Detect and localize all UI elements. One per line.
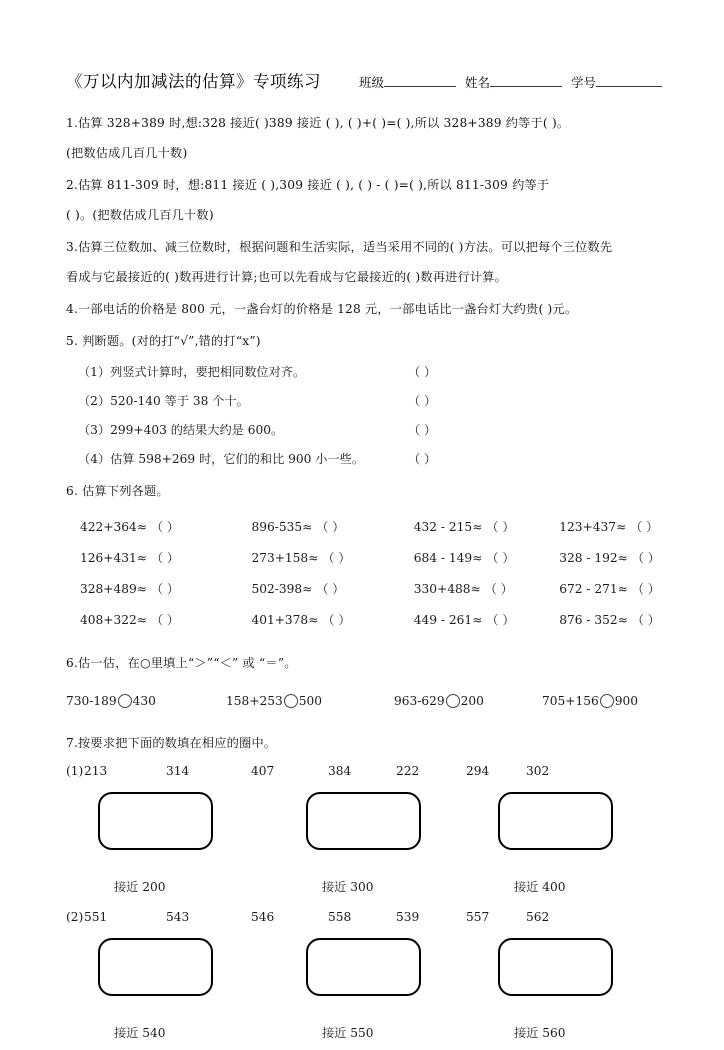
approx-icon: ≈ <box>308 613 319 627</box>
calc-item[interactable] <box>547 512 666 543</box>
calc-answer-blank[interactable]: （ ） <box>316 520 345 534</box>
question-2-line-2: ( )。(把数估成几百几十数) <box>66 208 214 222</box>
comparison-right: 900 <box>614 694 639 708</box>
list-item <box>66 358 666 387</box>
box-caption: 接近 560 <box>514 1026 566 1040</box>
question-7-heading: 7.按要求把下面的数填在相应的圈中。 <box>66 736 277 750</box>
page-title: 《万以内加减法的估算》专项练习 <box>66 72 321 91</box>
question-4 <box>66 294 666 324</box>
calc-item[interactable] <box>66 512 229 543</box>
answer-box[interactable] <box>98 938 213 996</box>
comparison-item[interactable] <box>226 686 394 716</box>
circle-blank-icon[interactable] <box>284 694 298 708</box>
approx-icon: ≈ <box>472 520 483 534</box>
judge-answer-blank[interactable]: （ ） <box>408 452 437 466</box>
field-name <box>465 73 562 91</box>
question-6 <box>66 476 666 636</box>
number-strip <box>66 910 666 932</box>
approx-icon: ≈ <box>615 520 627 534</box>
approx-icon: ≈ <box>136 582 147 596</box>
judge-statement: （4）估算 598+269 时，它们的和比 900 小一些。 <box>78 452 365 466</box>
calc-expression: 422+364 <box>80 520 137 534</box>
question-7 <box>66 728 666 1048</box>
table-row <box>66 512 666 543</box>
number-chip[interactable]: 384 <box>328 764 352 778</box>
number-chip[interactable]: 557 <box>466 910 490 924</box>
question-4-line-1: 4.一部电话的价格是 800 元，一盏台灯的价格是 128 元，一部电话比一盏台灯大约贵( )元。 <box>66 302 578 316</box>
calc-answer-blank[interactable]: （ ） <box>484 582 513 596</box>
comparison-right: 430 <box>132 694 156 708</box>
number-chip[interactable]: 222 <box>396 764 420 778</box>
calc-item[interactable] <box>394 574 547 605</box>
calc-answer-blank[interactable]: （ ） <box>150 551 180 565</box>
number-chip[interactable]: 558 <box>328 910 352 924</box>
number-chip[interactable]: 213 <box>84 764 108 778</box>
approx-icon: ≈ <box>302 582 313 596</box>
calc-expression: 449 - 261 <box>413 613 473 627</box>
answer-box[interactable] <box>306 792 421 850</box>
approx-icon: ≈ <box>617 613 628 627</box>
calc-item[interactable] <box>229 512 393 543</box>
table-row <box>66 543 666 574</box>
number-chip[interactable]: 294 <box>466 764 490 778</box>
calc-answer-blank[interactable]: （ ） <box>316 582 345 596</box>
student-info-group <box>359 73 671 91</box>
calc-expression: 328+489 <box>80 582 137 596</box>
box-caption: 接近 540 <box>114 1026 166 1040</box>
approx-icon: ≈ <box>136 520 147 534</box>
box-caption: 接近 400 <box>514 880 566 894</box>
table-row <box>66 605 666 636</box>
approx-icon: ≈ <box>472 613 483 627</box>
answer-box[interactable] <box>98 792 213 850</box>
calc-expression: 672 - 271 <box>559 582 618 596</box>
question-1 <box>66 108 666 168</box>
calc-expression: 432 - 215 <box>413 520 473 534</box>
number-chip[interactable]: 551 <box>84 910 108 924</box>
box-caption: 接近 300 <box>322 880 374 894</box>
question-2-line-1: 2.估算 811-309 时，想:811 接近 ( ),309 接近 ( ), ( ) - ( )=( ),所以 811-309 约等于 <box>66 178 550 192</box>
comparison-right: 200 <box>460 694 484 708</box>
calc-answer-blank[interactable]: （ ） <box>150 520 180 534</box>
judge-statement: （1）列竖式计算时，要把相同数位对齐。 <box>78 365 306 379</box>
calc-answer-blank[interactable]: （ ） <box>630 520 659 534</box>
number-chip[interactable]: 546 <box>251 910 275 924</box>
comparison-left: 730-189 <box>66 694 117 708</box>
calc-expression: 408+322 <box>80 613 137 627</box>
comparison-left: 963-629 <box>394 694 445 708</box>
answer-box-strip <box>66 792 666 878</box>
calc-item[interactable] <box>394 512 547 543</box>
calc-expression: 273+158 <box>251 551 309 565</box>
worksheet-content <box>66 68 666 1050</box>
question-3 <box>66 232 666 292</box>
judge-answer-blank[interactable]: （ ） <box>408 394 437 408</box>
answer-box[interactable] <box>498 938 613 996</box>
circle-blank-icon[interactable] <box>600 694 614 708</box>
number-chip[interactable]: 539 <box>396 910 420 924</box>
field-student-id-label: 学号 <box>571 75 597 90</box>
calc-expression: 126+431 <box>80 551 137 565</box>
calc-answer-blank[interactable]: （ ） <box>322 613 351 627</box>
calc-answer-blank[interactable]: （ ） <box>486 551 515 565</box>
field-class-label: 班级 <box>359 75 385 90</box>
field-class <box>359 73 456 91</box>
calc-answer-blank[interactable]: （ ） <box>150 582 180 596</box>
comparison-row <box>66 686 666 716</box>
number-chip[interactable]: 562 <box>526 910 550 924</box>
question-5 <box>66 326 666 474</box>
comparison-item[interactable] <box>542 686 662 716</box>
question-3-line-2: 看成与它最接近的( )数再进行计算;也可以先看成与它最接近的( )数再进行计算。 <box>66 270 508 284</box>
question-6b-heading: 6.估一估，在○里填上“＞”“＜” 或 “＝”。 <box>66 656 297 670</box>
calc-answer-blank[interactable]: （ ） <box>486 613 515 627</box>
caption-strip <box>66 878 666 902</box>
judge-statement: （2）520-140 等于 38 个十。 <box>78 394 249 408</box>
answer-box[interactable] <box>306 938 421 996</box>
answer-box[interactable] <box>498 792 613 850</box>
calc-expression: 401+378 <box>251 613 309 627</box>
calc-answer-blank[interactable]: （ ） <box>631 551 660 565</box>
circle-blank-icon[interactable] <box>446 694 460 708</box>
calc-answer-blank[interactable]: （ ） <box>486 520 515 534</box>
calc-item[interactable] <box>547 543 666 574</box>
calc-expression: 896-535 <box>251 520 303 534</box>
number-chip[interactable]: 407 <box>251 764 275 778</box>
question-3-line-1: 3.估算三位数加、减三位数时，根据问题和生活实际，适当采用不同的( )方法。可以把每个三位数先 <box>66 240 613 254</box>
calc-item[interactable] <box>66 605 229 636</box>
question-5-heading: 5. 判断题。(对的打“√”,错的打“x”) <box>66 334 261 348</box>
group-section-2 <box>66 910 666 1048</box>
calc-item[interactable] <box>394 605 547 636</box>
field-name-label: 姓名 <box>465 75 491 90</box>
approx-icon: ≈ <box>472 551 483 565</box>
calc-expression: 330+488 <box>413 582 471 596</box>
comparison-left: 158+253 <box>226 694 283 708</box>
question-6b <box>66 648 666 716</box>
approx-icon: ≈ <box>617 582 628 596</box>
approx-icon: ≈ <box>470 582 481 596</box>
box-caption: 接近 550 <box>322 1026 374 1040</box>
judge-statement: （3）299+403 的结果大约是 600。 <box>78 423 284 437</box>
box-caption: 接近 200 <box>114 880 166 894</box>
list-item <box>66 387 666 416</box>
calc-expression: 328 - 192 <box>559 551 618 565</box>
question-5-list <box>66 358 666 474</box>
calc-item[interactable] <box>66 574 229 605</box>
calc-item[interactable] <box>229 574 393 605</box>
worksheet-header <box>66 68 666 92</box>
group-label: (2) <box>66 910 84 924</box>
judge-answer-blank[interactable]: （ ） <box>408 423 437 437</box>
list-item <box>66 445 666 474</box>
approx-icon: ≈ <box>302 520 313 534</box>
group-label: (1) <box>66 764 84 778</box>
question-1-line-1: 1.估算 328+389 时,想:328 接近( )389 接近 ( ), ( )+( )=( ),所以 328+389 约等于( )。 <box>66 116 570 130</box>
calc-answer-blank[interactable]: （ ） <box>322 551 351 565</box>
caption-strip <box>66 1024 666 1048</box>
approx-icon: ≈ <box>136 613 147 627</box>
calc-expression: 502-398 <box>251 582 303 596</box>
field-class-input[interactable] <box>384 73 456 87</box>
question-6-heading: 6. 估算下列各题。 <box>66 484 169 498</box>
calc-item[interactable] <box>229 543 393 574</box>
calc-item[interactable] <box>394 543 547 574</box>
calc-item[interactable] <box>229 605 393 636</box>
comparison-item[interactable] <box>66 686 226 716</box>
group-section-1 <box>66 764 666 902</box>
calc-answer-blank[interactable]: （ ） <box>150 613 180 627</box>
approx-icon: ≈ <box>617 551 628 565</box>
number-chip[interactable]: 314 <box>166 764 190 778</box>
list-item <box>66 416 666 445</box>
calc-item[interactable] <box>547 605 666 636</box>
field-name-input[interactable] <box>490 73 562 87</box>
judge-answer-blank[interactable]: （ ） <box>408 365 437 379</box>
calc-expression: 876 - 352 <box>559 613 618 627</box>
circle-blank-icon[interactable] <box>118 694 132 708</box>
number-chip[interactable]: 302 <box>526 764 550 778</box>
estimation-grid <box>66 512 666 636</box>
calc-item[interactable] <box>547 574 666 605</box>
comparison-item[interactable] <box>394 686 542 716</box>
table-row <box>66 574 666 605</box>
comparison-left: 705+156 <box>542 694 599 708</box>
field-student-id <box>571 73 662 91</box>
approx-icon: ≈ <box>308 551 319 565</box>
number-strip <box>66 764 666 786</box>
number-chip[interactable]: 543 <box>166 910 190 924</box>
calc-expression: 684 - 149 <box>413 551 473 565</box>
calc-answer-blank[interactable]: （ ） <box>631 613 660 627</box>
comparison-right: 500 <box>298 694 323 708</box>
calc-item[interactable] <box>66 543 229 574</box>
answer-box-strip <box>66 938 666 1024</box>
question-1-line-2: (把数估成几百几十数) <box>66 146 188 160</box>
question-2 <box>66 170 666 230</box>
approx-icon: ≈ <box>136 551 147 565</box>
calc-expression: 123+437 <box>559 520 616 534</box>
calc-answer-blank[interactable]: （ ） <box>631 582 660 596</box>
field-student-id-input[interactable] <box>596 73 662 87</box>
